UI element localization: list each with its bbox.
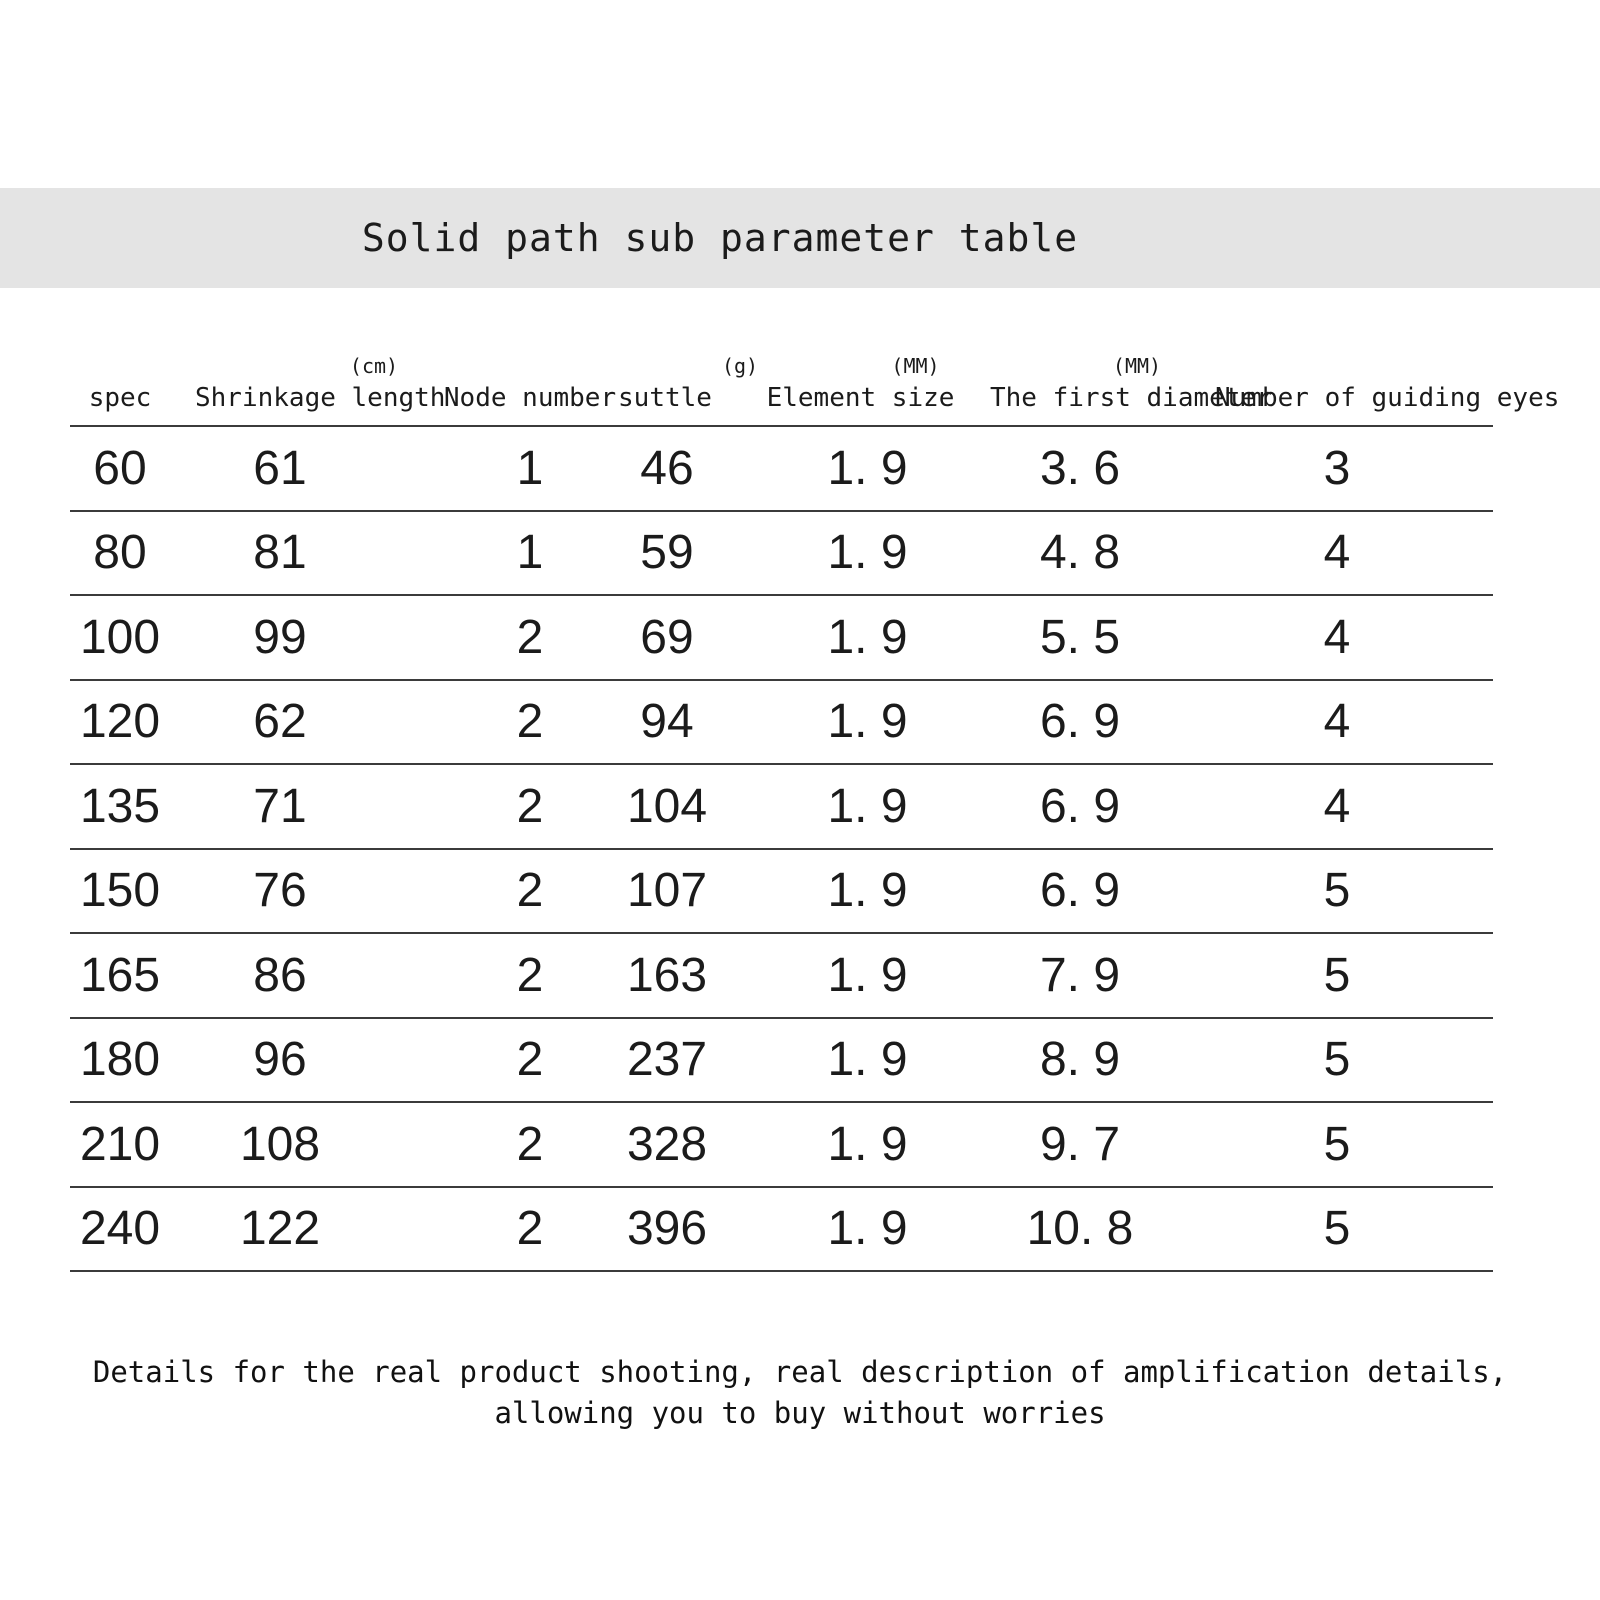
header-label: spec — [88, 383, 152, 413]
cell-value: 96 — [253, 1033, 307, 1087]
cell-value: 1. 9 — [827, 864, 908, 918]
cell-node-number — [390, 1102, 620, 1187]
cell-value: 180 — [79, 1033, 161, 1087]
cell-value: 328 — [626, 1117, 708, 1171]
cell-guiding-eyes — [1165, 511, 1493, 596]
cell-suttle — [620, 1018, 730, 1103]
cell-spec — [70, 933, 170, 1018]
cell-value: 99 — [253, 610, 307, 664]
cell-first-diameter — [975, 426, 1165, 511]
cell-node-number — [390, 1187, 620, 1272]
footer-note — [0, 1352, 1600, 1434]
cell-value: 6. 9 — [1039, 864, 1121, 918]
cell-element-size — [730, 1102, 975, 1187]
cell-value: 76 — [253, 864, 307, 918]
cell-value: 107 — [626, 864, 708, 918]
cell-node-number — [390, 511, 620, 596]
cell-first-diameter — [975, 595, 1165, 680]
header-label: Node number — [443, 383, 617, 413]
table-row — [70, 933, 1493, 1018]
cell-value: 5 — [1323, 1117, 1351, 1171]
cell-spec — [70, 764, 170, 849]
table-row — [70, 680, 1493, 765]
header-label: Shrinkage length — [195, 383, 446, 413]
cell-guiding-eyes — [1165, 764, 1493, 849]
cell-value: 122 — [239, 1202, 321, 1256]
cell-value: 1. 9 — [827, 1202, 908, 1256]
cell-value: 5. 5 — [1039, 610, 1121, 664]
cell-value: 1. 9 — [827, 948, 908, 1002]
cell-value: 108 — [239, 1117, 321, 1171]
cell-value: 4 — [1323, 610, 1351, 664]
parameter-table — [70, 288, 1560, 1272]
cell-value: 5 — [1323, 1202, 1351, 1256]
header-label: suttle — [618, 383, 712, 413]
column-header-spec — [70, 288, 170, 426]
cell-guiding-eyes — [1165, 933, 1493, 1018]
header-label: Number of guiding eyes — [1215, 383, 1560, 413]
cell-value: 6. 9 — [1039, 779, 1121, 833]
header-row — [70, 288, 1493, 426]
cell-node-number — [390, 933, 620, 1018]
cell-value: 3. 6 — [1039, 441, 1121, 495]
cell-suttle — [620, 680, 730, 765]
unit-label: (MM) — [891, 354, 940, 378]
cell-value: 60 — [93, 441, 147, 495]
cell-shrinkage-length — [170, 595, 390, 680]
table-row — [70, 595, 1493, 680]
cell-value: 240 — [79, 1202, 161, 1256]
unit-label: (cm) — [349, 354, 399, 378]
cell-value: 163 — [626, 948, 708, 1002]
title-banner — [0, 188, 1600, 288]
cell-spec — [70, 426, 170, 511]
cell-suttle — [620, 764, 730, 849]
cell-value: 5 — [1323, 948, 1351, 1002]
cell-spec — [70, 680, 170, 765]
cell-value: 7. 9 — [1039, 948, 1121, 1002]
cell-shrinkage-length — [170, 1187, 390, 1272]
cell-element-size — [730, 595, 975, 680]
cell-shrinkage-length — [170, 849, 390, 934]
cell-value: 1. 9 — [827, 526, 908, 580]
table-row — [70, 511, 1493, 596]
cell-node-number — [390, 595, 620, 680]
cell-value: 1. 9 — [827, 610, 908, 664]
cell-suttle — [620, 1187, 730, 1272]
cell-element-size — [730, 764, 975, 849]
cell-shrinkage-length — [170, 1018, 390, 1103]
cell-shrinkage-length — [170, 1102, 390, 1187]
cell-element-size — [730, 426, 975, 511]
cell-spec — [70, 595, 170, 680]
cell-guiding-eyes — [1165, 1018, 1493, 1103]
cell-node-number — [390, 680, 620, 765]
table-row — [70, 1187, 1493, 1272]
cell-value: 3 — [1323, 441, 1351, 495]
cell-value: 5 — [1323, 1033, 1351, 1087]
cell-value: 135 — [79, 779, 161, 833]
table-row — [70, 1018, 1493, 1103]
cell-value: 4 — [1323, 695, 1351, 749]
cell-suttle — [620, 849, 730, 934]
cell-value: 2 — [516, 1033, 544, 1087]
cell-value: 210 — [79, 1117, 161, 1171]
cell-value: 1 — [516, 526, 544, 580]
cell-value: 6. 9 — [1039, 695, 1121, 749]
cell-element-size — [730, 1018, 975, 1103]
cell-value: 2 — [516, 864, 544, 918]
cell-value: 2 — [516, 1202, 544, 1256]
unit-label: (MM) — [1112, 354, 1162, 378]
cell-guiding-eyes — [1165, 1102, 1493, 1187]
cell-element-size — [730, 1187, 975, 1272]
cell-first-diameter — [975, 511, 1165, 596]
column-header-element-size — [730, 288, 975, 426]
cell-value: 4 — [1323, 779, 1351, 833]
cell-node-number — [390, 426, 620, 511]
cell-value: 2 — [516, 948, 544, 1002]
cell-element-size — [730, 849, 975, 934]
cell-value: 4. 8 — [1039, 526, 1121, 580]
cell-guiding-eyes — [1165, 1187, 1493, 1272]
cell-node-number — [390, 764, 620, 849]
cell-value: 237 — [626, 1033, 708, 1087]
cell-first-diameter — [975, 764, 1165, 849]
column-header-first-diameter — [975, 288, 1272, 426]
cell-suttle — [620, 595, 730, 680]
cell-value: 81 — [253, 526, 307, 580]
cell-shrinkage-length — [170, 511, 390, 596]
table-row — [70, 426, 1493, 511]
cell-shrinkage-length — [170, 680, 390, 765]
cell-value: 80 — [93, 526, 147, 580]
cell-value: 1. 9 — [827, 441, 908, 495]
cell-value: 396 — [626, 1202, 708, 1256]
cell-spec — [70, 511, 170, 596]
page-title: Solid path sub parameter table — [361, 216, 1079, 260]
footer-line-2: allowing you to buy without worries — [494, 1396, 1106, 1430]
cell-value: 104 — [626, 779, 708, 833]
header-label: Element size — [766, 383, 955, 413]
cell-guiding-eyes — [1165, 426, 1493, 511]
cell-first-diameter — [975, 1018, 1165, 1103]
cell-value: 1. 9 — [827, 1117, 908, 1171]
cell-value: 1 — [516, 441, 544, 495]
cell-element-size — [730, 511, 975, 596]
cell-first-diameter — [975, 933, 1165, 1018]
cell-value: 150 — [79, 864, 161, 918]
cell-spec — [70, 1102, 170, 1187]
unit-label: (g) — [721, 354, 759, 378]
cell-value: 1. 9 — [827, 695, 908, 749]
cell-value: 4 — [1323, 526, 1351, 580]
cell-suttle — [620, 511, 730, 596]
cell-value: 86 — [253, 948, 307, 1002]
cell-shrinkage-length — [170, 764, 390, 849]
cell-value: 94 — [640, 695, 694, 749]
footer-line-1: Details for the real product shooting, real description of amplification details, — [92, 1355, 1508, 1389]
column-header-suttle — [618, 288, 759, 426]
cell-value: 120 — [79, 695, 161, 749]
cell-spec — [70, 1187, 170, 1272]
cell-shrinkage-length — [170, 933, 390, 1018]
cell-guiding-eyes — [1165, 680, 1493, 765]
cell-value: 46 — [640, 441, 694, 495]
table-row — [70, 1102, 1493, 1187]
table-row — [70, 764, 1493, 849]
cell-value: 8. 9 — [1039, 1033, 1121, 1087]
cell-value: 1. 9 — [827, 1033, 908, 1087]
cell-value: 165 — [79, 948, 161, 1002]
cell-value: 10. 8 — [1026, 1202, 1134, 1256]
cell-value: 2 — [516, 1117, 544, 1171]
cell-value: 2 — [516, 610, 544, 664]
cell-element-size — [730, 933, 975, 1018]
cell-value: 71 — [253, 779, 307, 833]
cell-value: 5 — [1323, 864, 1351, 918]
cell-suttle — [620, 1102, 730, 1187]
cell-suttle — [620, 426, 730, 511]
cell-first-diameter — [975, 849, 1165, 934]
cell-node-number — [390, 1018, 620, 1103]
cell-suttle — [620, 933, 730, 1018]
cell-spec — [70, 849, 170, 934]
header-label: The first diameter — [990, 383, 1272, 413]
cell-guiding-eyes — [1165, 595, 1493, 680]
cell-node-number — [390, 849, 620, 934]
cell-value: 1. 9 — [827, 779, 908, 833]
table-row — [70, 849, 1493, 934]
cell-element-size — [730, 680, 975, 765]
cell-value: 62 — [253, 695, 307, 749]
cell-value: 100 — [79, 610, 161, 664]
cell-shrinkage-length — [170, 426, 390, 511]
cell-spec — [70, 1018, 170, 1103]
cell-value: 59 — [640, 526, 694, 580]
cell-first-diameter — [975, 1102, 1165, 1187]
cell-first-diameter — [975, 1187, 1165, 1272]
column-header-shrinkage-length — [170, 288, 446, 426]
column-header-node-number — [390, 288, 620, 426]
cell-value: 2 — [516, 779, 544, 833]
cell-value: 61 — [253, 441, 307, 495]
cell-value: 2 — [516, 695, 544, 749]
cell-first-diameter — [975, 680, 1165, 765]
cell-value: 9. 7 — [1039, 1117, 1121, 1171]
column-header-guiding-eyes — [1165, 288, 1560, 426]
cell-value: 69 — [640, 610, 694, 664]
cell-guiding-eyes — [1165, 849, 1493, 934]
